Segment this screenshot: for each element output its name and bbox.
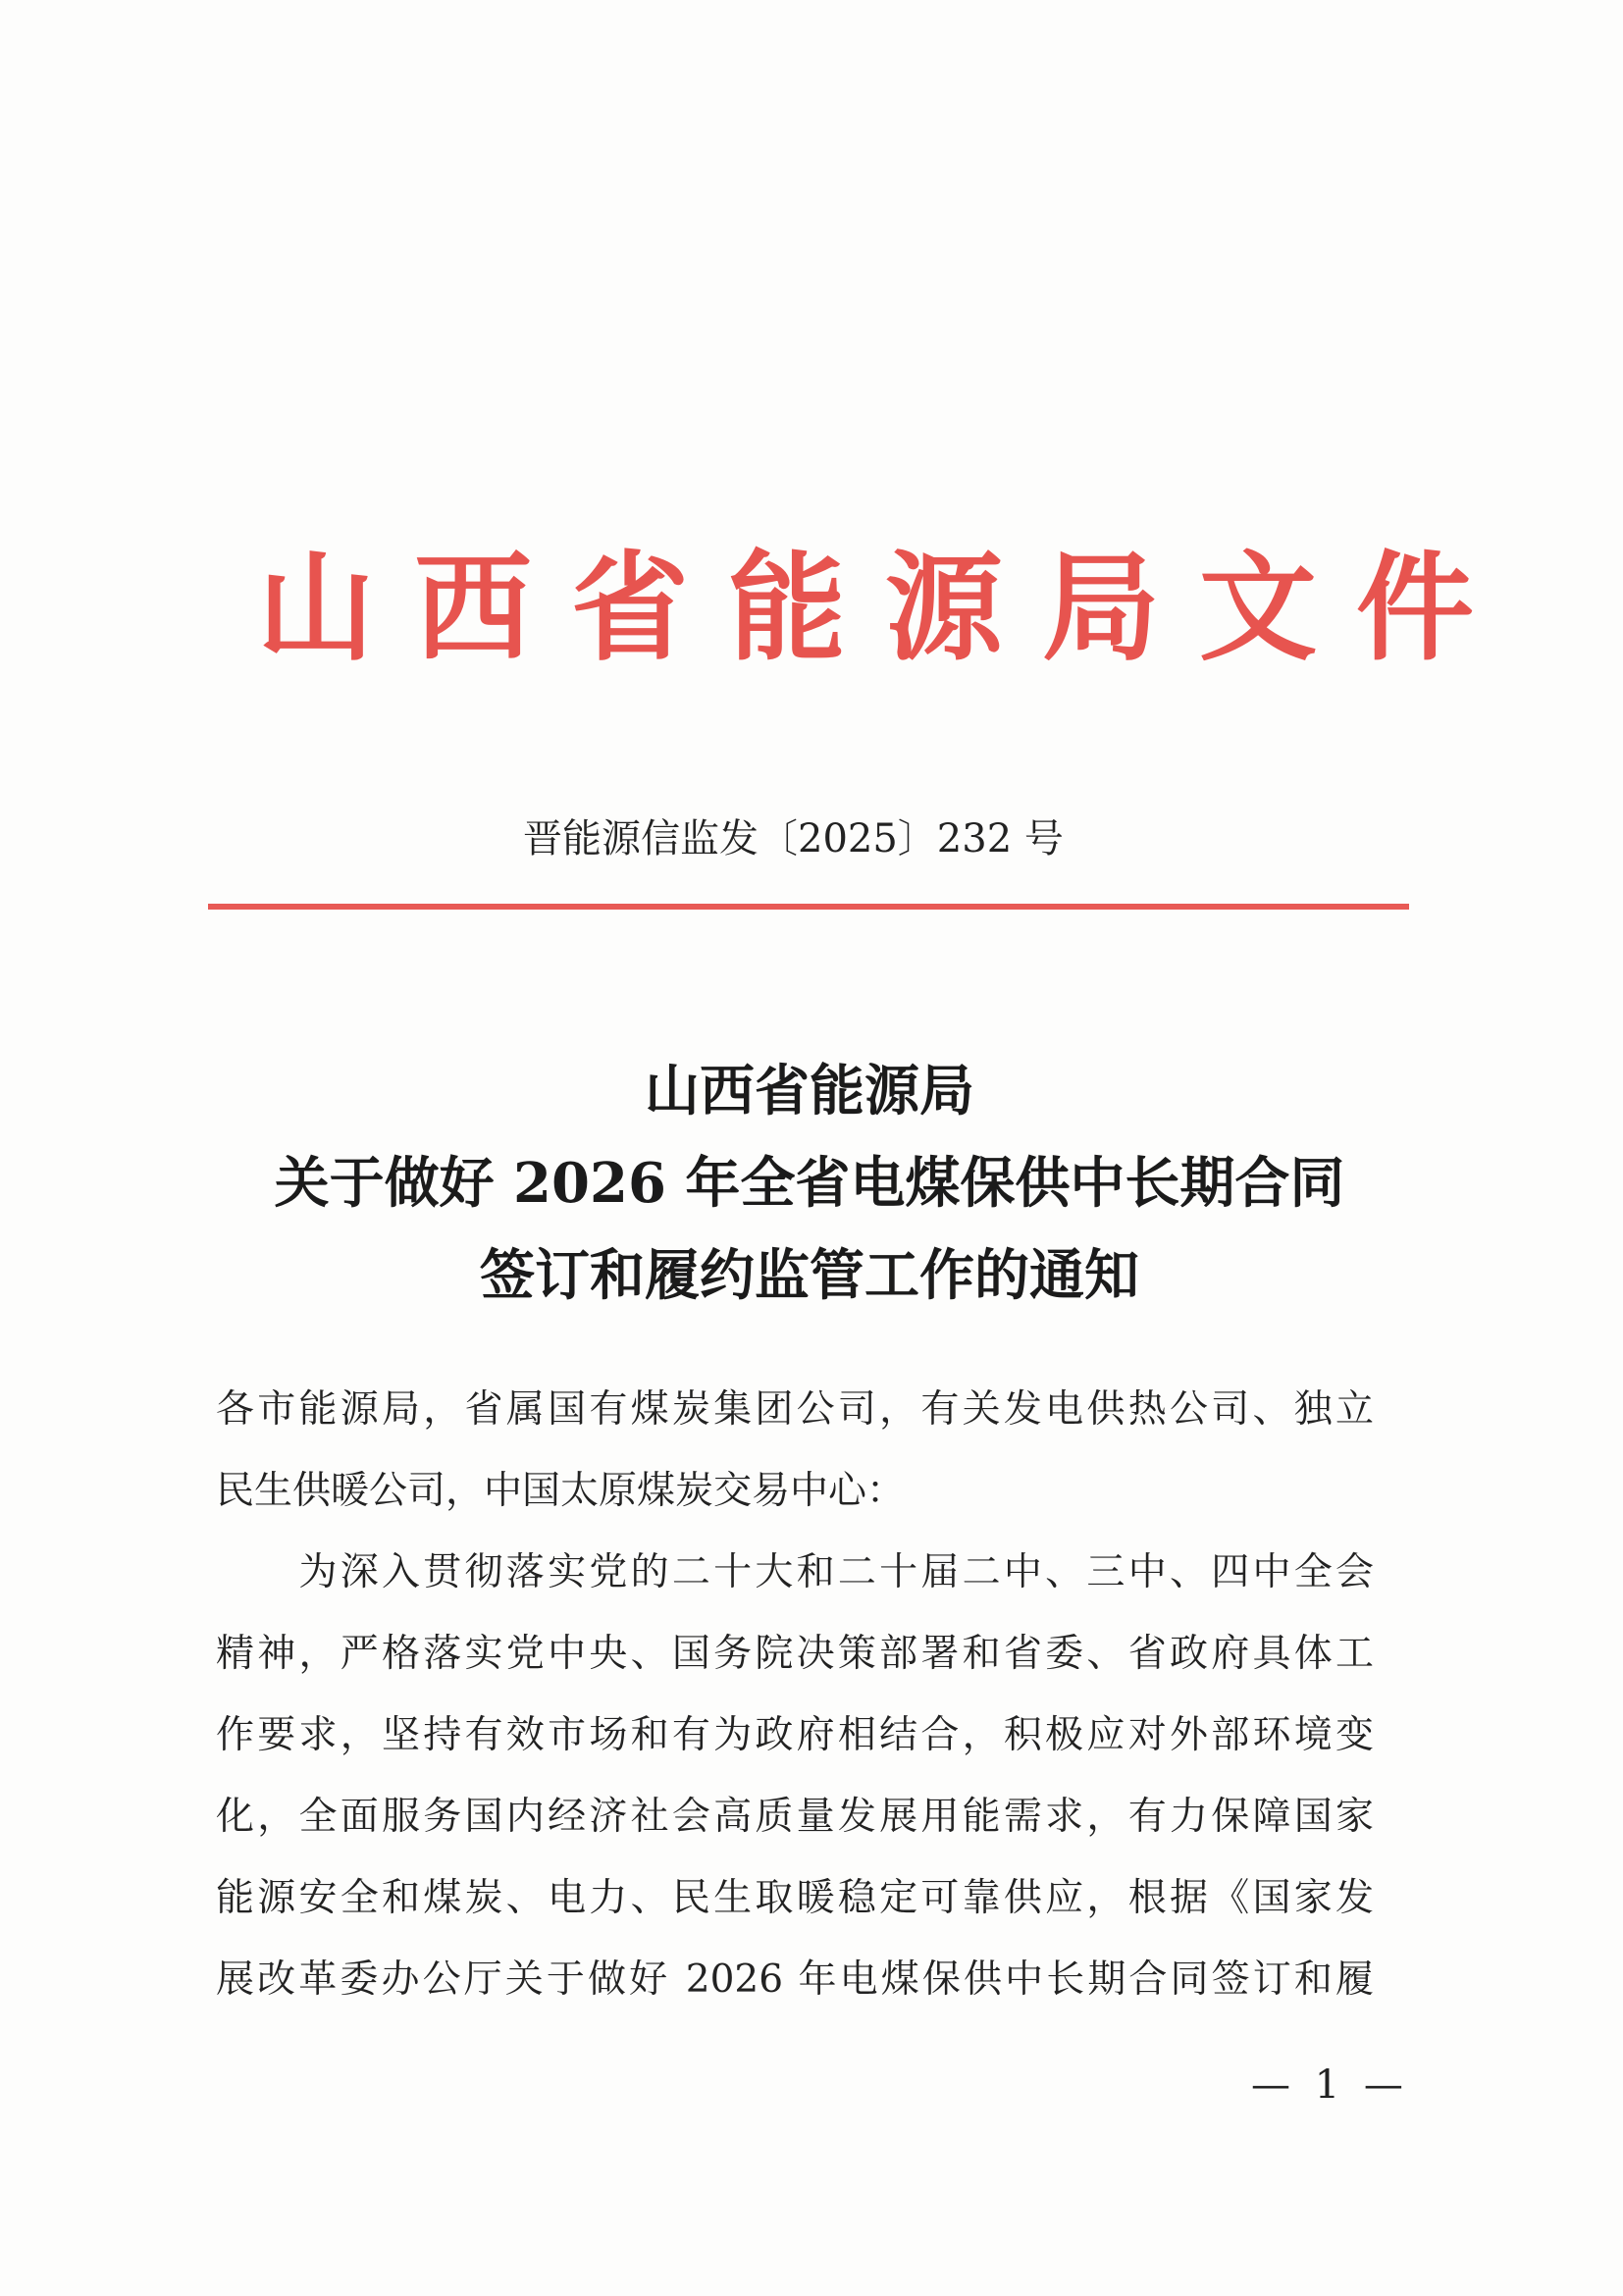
page-number: — 1 — bbox=[1251, 2062, 1409, 2108]
body-line: 精神，严格落实党中央、国务院决策部署和省委、省政府具体工 bbox=[216, 1632, 1374, 1676]
body-line: 展改革委办公厅关于做好 2026 年电煤保供中长期合同签订和履 bbox=[216, 1957, 1374, 2002]
body-line: 为深入贯彻落实党的二十大和二十届二中、三中、四中全会 bbox=[216, 1550, 1374, 1594]
red-divider-line bbox=[208, 904, 1409, 910]
title-line-2: 关于做好 2026 年全省电煤保供中长期合同 bbox=[274, 1151, 1345, 1216]
body-line: 作要求，坚持有效市场和有为政府相结合，积极应对外部环境变 bbox=[216, 1713, 1374, 1757]
document-number: 晋能源信监发〔2025〕232 号 bbox=[523, 816, 1064, 861]
body-line: 民生供暖公司，中国太原煤炭交易中心： bbox=[216, 1469, 906, 1513]
title-line-1: 山西省能源局 bbox=[645, 1059, 974, 1123]
body-line: 各市能源局，省属国有煤炭集团公司，有关发电供热公司、独立 bbox=[216, 1387, 1374, 1432]
document-title bbox=[196, 1045, 1423, 1322]
body-line: 能源安全和煤炭、电力、民生取暖稳定可靠供应，根据《国家发 bbox=[216, 1876, 1374, 1920]
body-line: 化，全面服务国内经济社会高质量发展用能需求，有力保障国家 bbox=[216, 1795, 1374, 1839]
issuing-authority-header: 山西省能源局文件 bbox=[257, 539, 1513, 677]
document-body bbox=[216, 1369, 1374, 2020]
title-line-3: 签订和履约监管工作的通知 bbox=[480, 1243, 1139, 1308]
